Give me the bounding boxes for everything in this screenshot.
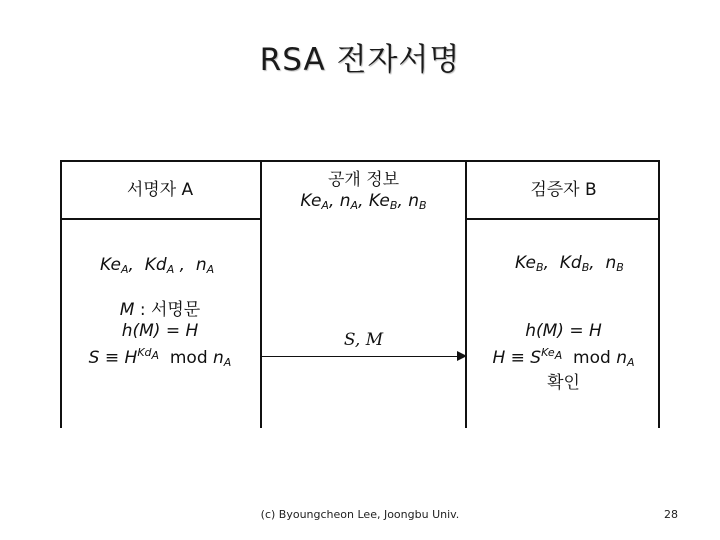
signer-message-line: M : 서명문 (119, 300, 201, 320)
verifier-check-line: $H \equiv S^{Ke_A}$ mod $n_A$ (492, 346, 635, 369)
public-info-keys: $Ke_A$, $n_A$, $Ke_B$, $n_B$ (300, 191, 427, 212)
public-info-title: 공개 정보 (327, 170, 400, 190)
arrowhead-icon (457, 351, 467, 361)
transmission-arrow-line (262, 356, 465, 357)
verifier-keys: $Ke_B$, $Kd_B$, $n_B$ (515, 253, 624, 274)
footer-credit: (c) Byoungcheon Lee, Joongbu Univ. (260, 508, 460, 521)
verifier-hash-line: h(M) = H (525, 321, 602, 341)
signer-heading-text: 서명자 A (126, 180, 194, 200)
public-info-heading (262, 170, 465, 216)
verifier-heading (467, 180, 660, 201)
signer-keys: $Ke_A$, $Kd_A$ , $n_A$ (100, 255, 215, 276)
signer-steps (60, 300, 260, 373)
verifier-heading-text: 검증자 B (530, 180, 597, 200)
verifier-steps (467, 321, 660, 394)
header-rule-right (465, 218, 660, 220)
signer-heading (60, 180, 260, 201)
page-number: 28 (664, 508, 678, 521)
header-rule-left (60, 218, 260, 220)
table-top-rule (60, 160, 660, 162)
slide-title: RSA 전자서명 (259, 42, 461, 78)
transmission-label: S, M (343, 330, 384, 350)
verifier-confirm-line: 확인 (547, 373, 580, 393)
signer-hash-line: h(M) = H (121, 321, 199, 341)
signer-signature-line: $S \equiv H^{Kd_A}$ mod $n_A$ (88, 346, 232, 369)
